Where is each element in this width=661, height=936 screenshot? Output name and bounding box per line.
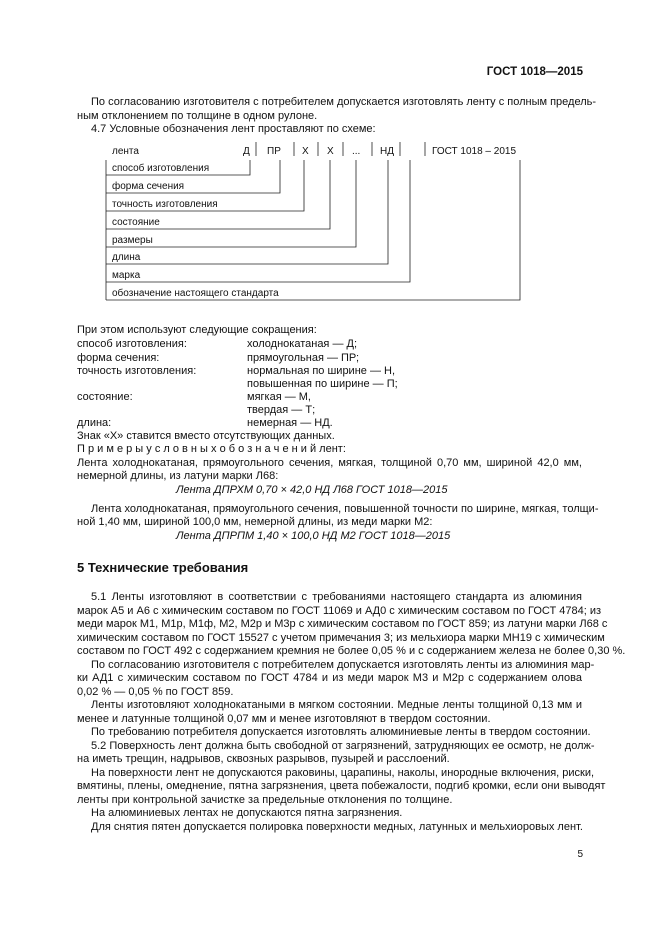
example-1-code: Лента ДПРХМ 0,70 × 42,0 НД Л68 ГОСТ 1018—2015 — [176, 484, 448, 496]
abbr-value: прямоугольная — ПР; — [247, 352, 360, 364]
abbr-key: способ изготовления: — [77, 338, 187, 350]
scheme-code-length: НД — [380, 146, 394, 157]
scheme-row-accuracy: точность изготовления — [112, 199, 218, 210]
scheme-code-method: Д — [243, 146, 250, 157]
scheme-row-standard: обозначение настоящего стандарта — [112, 288, 279, 299]
example-2-text: Лента холоднокатаная, прямоугольного сечения, повышенной точности по ширине, мягкая, толщи- — [91, 503, 599, 515]
section-5-line: составом по ГОСТ 492 с содержанием кремния не более 0,05 % и с содержанием железа не более 0,30 %. — [77, 645, 626, 657]
section-5-line: На поверхности лент не допускаются раковины, царапины, наколы, инородные включения, риски, — [91, 766, 595, 779]
abbr-key: точность изготовления: — [77, 365, 197, 377]
section-5-line: химическим составом по ГОСТ 15527 с учетом примечания 3; из мельхиора марки МН19 с химическим — [77, 631, 605, 644]
section-5-line: менее и латунные толщиной 0,07 мм и менее изготовляют в твердом состоянии. — [77, 712, 491, 725]
intro-line-2: ным отклонением по толщине в одном рулоне. — [77, 110, 318, 122]
section-5-line: 5.1 Ленты изготовляют в соответствии с требованиями настоящего стандарта из алюминия — [91, 591, 582, 603]
page-number: 5 — [577, 849, 583, 860]
abbr-value: повышенная по ширине — П; — [247, 378, 398, 390]
scheme-row-section: форма сечения — [112, 181, 185, 192]
section-5-line: на иметь трещин, надрывов, сквозных разрывов, пузырей и расслоений. — [77, 753, 450, 765]
section-5-line: меди марок М1, М1р, М1ф, М2, М2р и М3р с химическим составом по ГОСТ 859; из латуни марки Л68 с — [77, 618, 608, 630]
section-5-line: 5.2 Поверхность лент должна быть свободной от загрязнений, затрудняющих ее осмотр, не долж- — [91, 739, 595, 752]
example-1-line-1 — [77, 457, 582, 469]
abbr-key: длина: — [77, 417, 112, 429]
scheme-code-size: ... — [352, 146, 361, 157]
scheme-row-grade: марка — [112, 270, 141, 281]
document-header: ГОСТ 1018—2015 — [486, 66, 583, 78]
examples-title: П р и м е р ы у с л о в н ы х о б о з н а ч е н и й лент: — [77, 443, 346, 455]
section-5-line: ки АД1 с химическим составом по ГОСТ 4784 и из меди марок М3 и М2р с содержанием олова — [77, 672, 582, 684]
abbr-intro: При этом используют следующие сокращения: — [77, 324, 317, 336]
section-5-line: По требованию потребителя допускается изготовлять алюминиевые ленты в твердом состоянии. — [91, 726, 591, 738]
section-5-line: ленты при контрольной зачистке за предельные отклонения по толщине. — [77, 793, 453, 806]
abbr-note: Знак «Х» ставится вместо отсутствующих данных. — [77, 430, 335, 442]
abbr-value: нормальная по ширине — Н, — [247, 365, 396, 377]
abbr-value: мягкая — М, — [247, 391, 311, 403]
intro-text: По согласованию изготовителя с потребителем допускается изготовлять ленту с полным предель- — [91, 96, 597, 108]
abbr-value: немерная — НД. — [247, 417, 333, 429]
section-5-line: марок А5 и А6 с химическим составом по ГОСТ 11069 и АД0 с химическим составом по ГОСТ 4784; из — [77, 604, 602, 617]
scheme-code-state: Х — [327, 146, 334, 157]
example-1-line-2: немерной длины, из латуни марки Л68: — [77, 470, 279, 482]
abbr-key: состояние: — [77, 391, 133, 403]
section-5-line: Для снятия пятен допускается полировка поверхности медных, латунных и мельхиоровых лент. — [91, 820, 583, 833]
example-2-code: Лента ДПРПМ 1,40 × 100,0 НД М2 ГОСТ 1018—2015 — [176, 530, 451, 542]
abbr-value: твердая — Т; — [247, 404, 316, 416]
section-5-line: вмятины, плены, омеднение, пятна загрязнения, цвета побежалости, подгиб кромки, если они выводят — [77, 780, 606, 792]
section-5-line: На алюминиевых лентах не допускаются пятна загрязнения. — [91, 807, 403, 819]
abbr-key: форма сечения: — [77, 352, 160, 364]
scheme-row-state: состояние — [112, 217, 160, 228]
section-5-line: По согласованию изготовителя с потребителем допускается изготовлять ленты из алюминия мар- — [91, 658, 595, 671]
scheme-standard: ГОСТ 1018 – 2015 — [432, 146, 517, 157]
scheme-top-word: лента — [112, 146, 139, 157]
abbr-value: холоднокатаная — Д; — [247, 338, 358, 350]
example-2-line-2: ной 1,40 мм, шириной 100,0 мм, немерной длины, из меди марки М2: — [77, 516, 433, 528]
scheme-code-accuracy: Х — [302, 146, 309, 157]
scheme-code-section: ПР — [267, 146, 281, 157]
scheme-row-length: длина — [112, 252, 141, 263]
scheme-row-method: способ изготовления — [112, 163, 210, 174]
section-5-line: Ленты изготовляют холоднокатаными в мягком состоянии. Медные ленты толщиной 0,13 мм и — [91, 699, 582, 711]
scheme-row-size: размеры — [112, 235, 153, 246]
example-2-line-1 — [91, 503, 599, 515]
clause-4-7: 4.7 Условные обозначения лент проставляют по схеме: — [91, 123, 376, 135]
example-1-text: Лента холоднокатаная, прямоугольного сечения, мягкая, толщиной 0,70 мм, шириной 42,0 мм, — [77, 457, 582, 469]
section-5-line: 0,02 % — 0,05 % по ГОСТ 859. — [77, 685, 234, 698]
section-5-title: 5 Технические требования — [77, 560, 249, 575]
